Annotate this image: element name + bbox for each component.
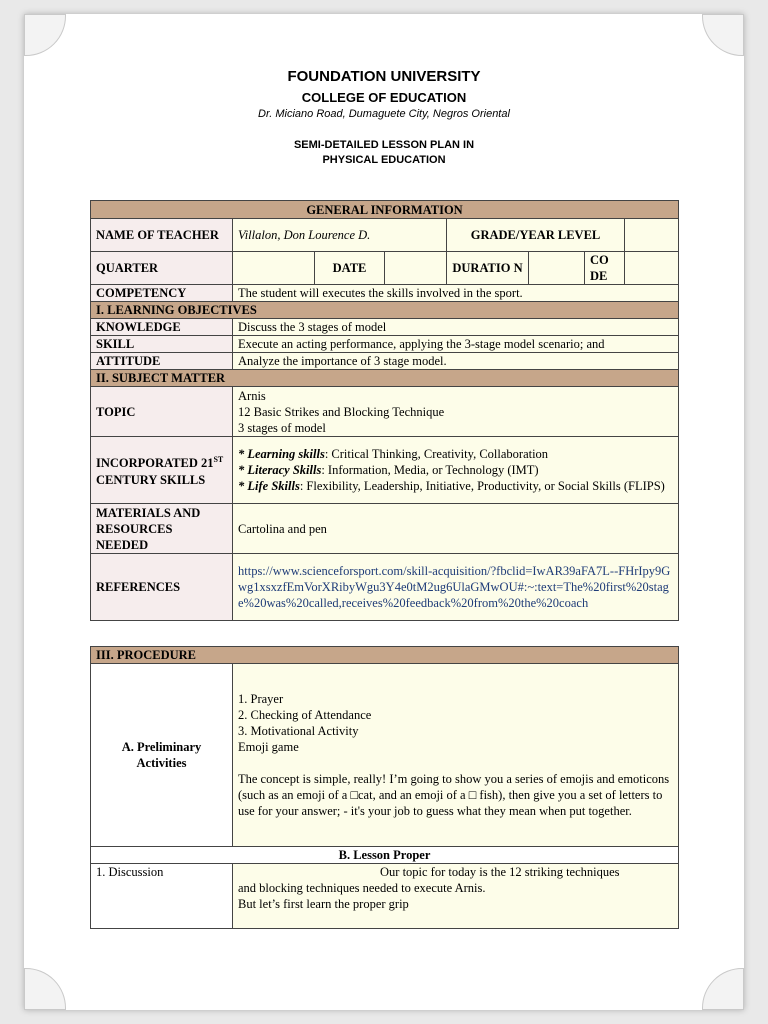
materials-label: MATERIALS AND RESOURCES NEEDED (91, 504, 233, 554)
page-corner-curl (702, 968, 744, 1010)
teacher-name-label: NAME OF TEACHER (91, 219, 233, 252)
competency-label: COMPETENCY (91, 285, 233, 302)
quarter-value (233, 252, 315, 285)
lesson-info-table (90, 200, 679, 621)
prelim-item: 2. Checking of Attendance (238, 708, 372, 722)
attitude-label: ATTITUDE (91, 353, 233, 370)
page-corner-curl (24, 14, 66, 56)
references-link[interactable]: https://www.scienceforsport.com/skill-acquisition/?fbclid=IwAR39aFA7L--FHrIpy9Gwg1xsxzfEmVorXRibyWgu3Y4e0tM2ug6UlaGMwOU#:~:text=The%20first%20stage%20was%20called,receives%20feedback%20from%20the%20coach (233, 554, 679, 621)
section-subject-matter: II. SUBJECT MATTER (91, 370, 679, 387)
page-corner-curl (24, 968, 66, 1010)
discussion-line: and blocking techniques needed to execute Arnis. (238, 881, 486, 895)
prelim-item: Emoji game (238, 740, 299, 754)
plan-title-line-2: PHYSICAL EDUCATION (322, 154, 446, 166)
section-lesson-proper: B. Lesson Proper (91, 847, 679, 864)
knowledge-value: Discuss the 3 stages of model (233, 319, 679, 336)
discussion-content (233, 864, 679, 929)
address: Dr. Miciano Road, Dumaguete City, Negros Oriental (258, 108, 510, 120)
quarter-label: QUARTER (91, 252, 233, 285)
discussion-label: 1. Discussion (91, 864, 233, 929)
section-learning-objectives: I. LEARNING OBJECTIVES (91, 302, 679, 319)
discussion-line: But let’s first learn the proper grip (238, 897, 409, 911)
prelim-description: The concept is simple, really! I’m going to show you a series of emojis and emoticons (such as an emoji of a □cat, and an emoji of a □ fish), then give you a set of letters to use for your answer; - it's your job to guess what they mean when put together. (238, 772, 670, 818)
competency-value: The student will executes the skills involved in the sport. (233, 285, 679, 302)
section-general-information: GENERAL INFORMATION (91, 201, 679, 219)
section-procedure: III. PROCEDURE (91, 647, 679, 664)
duration-value (529, 252, 585, 285)
skill-label: SKILL (91, 336, 233, 353)
knowledge-label: KNOWLEDGE (91, 319, 233, 336)
code-value (625, 252, 679, 285)
page-corner-curl (702, 14, 744, 56)
attitude-value: Analyze the importance of 3 stage model. (233, 353, 679, 370)
preliminary-activities-label: A. Preliminary Activities (91, 664, 233, 847)
plan-title-line-1: SEMI-DETAILED LESSON PLAN IN (293, 139, 475, 151)
topic-value (233, 387, 679, 437)
code-label: CO DE (585, 252, 625, 285)
skill-value: Execute an acting performance, applying the 3-stage model scenario; and (233, 336, 679, 353)
topic-line: 12 Basic Strikes and Blocking Technique (238, 404, 445, 419)
topic-line: 3 stages of model (238, 420, 326, 435)
references-label: REFERENCES (91, 554, 233, 621)
procedure-table (90, 646, 679, 929)
life-skills: * Life Skills: Flexibility, Leadership, Initiative, Productivity, or Social Skills (FLIPS) (238, 479, 665, 493)
topic-label: TOPIC (91, 387, 233, 437)
grade-level-value (625, 219, 679, 252)
century-skills-value (233, 437, 679, 504)
plan-title (0, 138, 768, 168)
literacy-skills: * Literacy Skills: Information, Media, or Technology (IMT) (238, 463, 539, 477)
university-name: FOUNDATION UNIVERSITY (287, 68, 481, 85)
learning-skills: * Learning skills: Critical Thinking, Creativity, Collaboration (238, 447, 549, 461)
teacher-name-value: Villalon, Don Lourence D. (233, 219, 447, 252)
preliminary-activities-content (233, 664, 679, 847)
materials-value: Cartolina and pen (233, 504, 679, 554)
grade-level-label: GRADE/YEAR LEVEL (447, 219, 625, 252)
duration-label: DURATIO N (447, 252, 529, 285)
discussion-line: Our topic for today is the 12 striking techniques (380, 865, 620, 879)
century-skills-label: INCORPORATED 21ST CENTURY SKILLS (91, 437, 233, 504)
college-name: COLLEGE OF EDUCATION (301, 90, 467, 105)
date-label: DATE (315, 252, 385, 285)
prelim-item: 1. Prayer (238, 692, 284, 706)
prelim-item: 3. Motivational Activity (238, 724, 359, 738)
topic-line: Arnis (238, 388, 266, 403)
date-value (385, 252, 447, 285)
